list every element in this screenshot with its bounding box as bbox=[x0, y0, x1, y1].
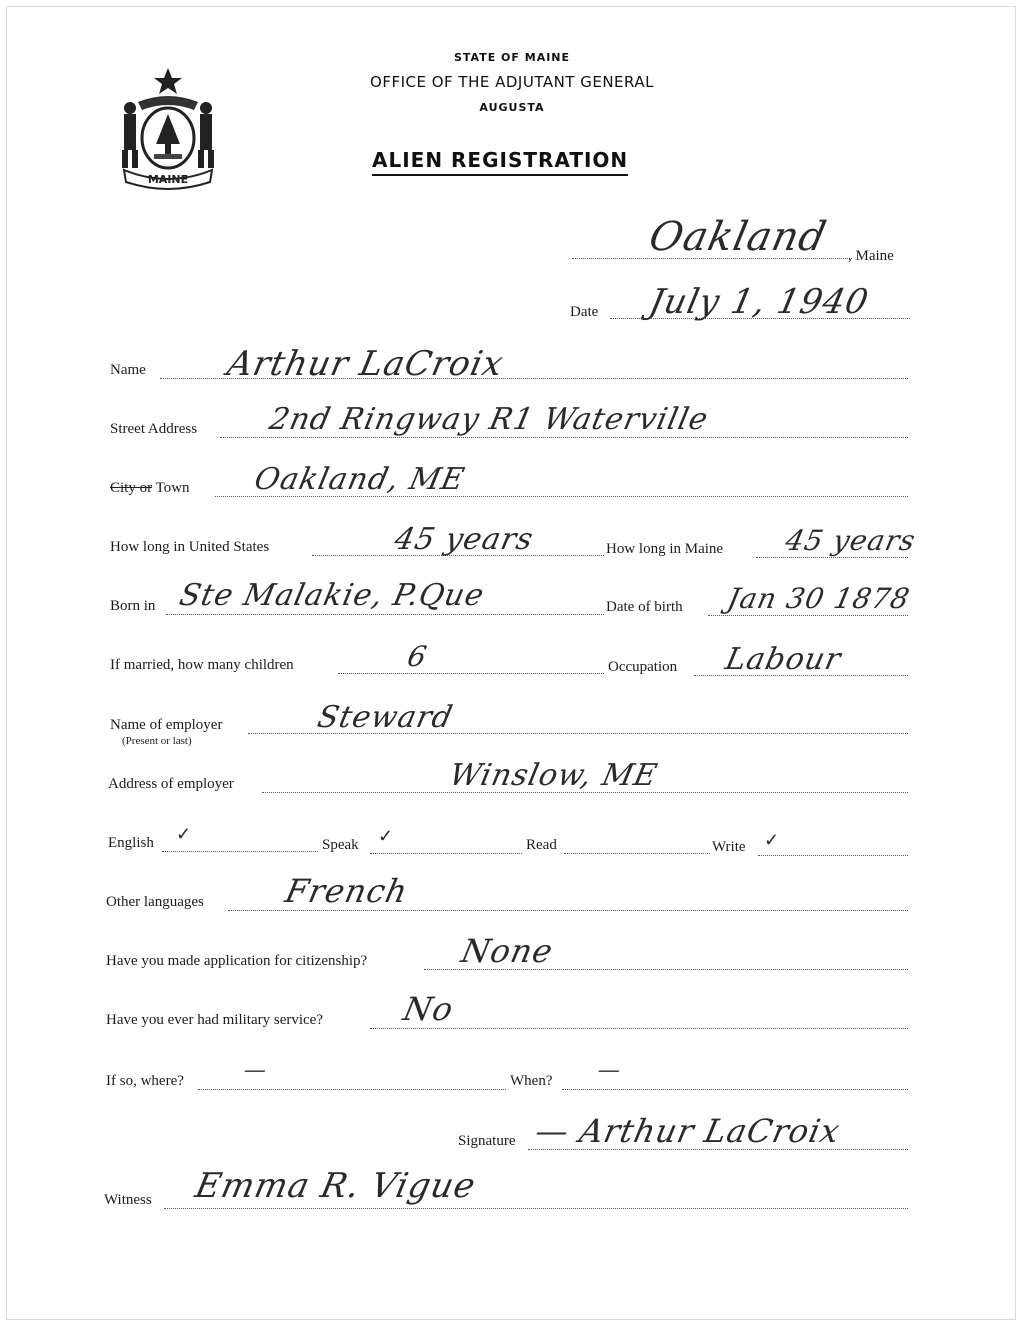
speak-label: Speak bbox=[322, 837, 359, 853]
employer-value: Steward bbox=[314, 700, 457, 735]
witness-line bbox=[164, 1208, 908, 1209]
when-label: When? bbox=[510, 1073, 553, 1089]
town-label bbox=[110, 480, 190, 497]
street-value: 2nd Ringway R1 Waterville bbox=[266, 402, 712, 437]
where-label: If so, where? bbox=[106, 1073, 184, 1089]
how-long-maine-label: How long in Maine bbox=[606, 541, 724, 557]
employer-label: Name of employer bbox=[110, 717, 223, 733]
when-line bbox=[562, 1089, 908, 1090]
street-line bbox=[220, 437, 908, 438]
witness-label: Witness bbox=[104, 1192, 152, 1208]
date-of-birth-label: Date of birth bbox=[606, 599, 683, 615]
occupation-value: Labour bbox=[722, 642, 845, 677]
form-title: ALIEN REGISTRATION bbox=[372, 148, 628, 176]
children-label: If married, how many children bbox=[110, 657, 294, 673]
state-seal-icon bbox=[110, 62, 226, 190]
town-text: Town bbox=[152, 480, 190, 496]
english-label: English bbox=[108, 835, 154, 851]
employer-address-value: Winslow, ME bbox=[446, 758, 661, 793]
street-label: Street Address bbox=[110, 421, 198, 437]
children-line bbox=[338, 673, 604, 674]
witness-value: Emma R. Vigue bbox=[191, 1166, 480, 1206]
read-label: Read bbox=[526, 837, 557, 853]
signature-value: — Arthur LaCroix bbox=[531, 1112, 844, 1150]
children-value: 6 bbox=[404, 640, 431, 673]
city-or-strike: City or bbox=[110, 480, 153, 496]
born-in-line bbox=[166, 614, 604, 615]
citizenship-value: None bbox=[457, 932, 557, 970]
date-value: July 1, 1940 bbox=[645, 282, 873, 322]
how-long-maine-value: 45 years bbox=[782, 524, 919, 557]
where-value: — bbox=[241, 1058, 270, 1083]
military-line bbox=[370, 1028, 908, 1029]
name-label: Name bbox=[110, 362, 146, 378]
how-long-us-value: 45 years bbox=[391, 522, 537, 557]
born-in-value: Ste Malakie, P.Que bbox=[176, 578, 488, 613]
employer-address-label: Address of employer bbox=[108, 776, 234, 792]
speak-check-icon: ✓ bbox=[378, 826, 394, 847]
other-languages-line bbox=[228, 910, 908, 911]
maine-label: , Maine bbox=[848, 248, 894, 264]
write-line bbox=[758, 855, 908, 856]
english-line bbox=[162, 851, 318, 852]
read-line bbox=[564, 853, 710, 854]
military-value: No bbox=[399, 990, 458, 1028]
how-long-us-label: How long in United States bbox=[110, 539, 270, 555]
employer-sublabel: (Present or last) bbox=[122, 735, 192, 747]
header-city: AUGUSTA bbox=[479, 101, 545, 114]
write-check-icon: ✓ bbox=[764, 830, 780, 851]
date-of-birth-line bbox=[708, 615, 908, 616]
header-state: STATE OF MAINE bbox=[453, 51, 571, 64]
speak-line bbox=[370, 853, 522, 854]
other-languages-label: Other languages bbox=[106, 894, 204, 910]
when-value: — bbox=[595, 1058, 624, 1083]
military-label: Have you ever had military service? bbox=[106, 1012, 323, 1028]
name-value: Arthur LaCroix bbox=[223, 344, 508, 384]
date-of-birth-value: Jan 30 1878 bbox=[724, 582, 914, 615]
seal-text: MAINE bbox=[147, 173, 189, 186]
place-value: Oakland bbox=[645, 214, 831, 260]
header-office: OFFICE OF THE ADJUTANT GENERAL bbox=[370, 73, 654, 91]
write-label: Write bbox=[712, 839, 746, 855]
town-value: Oakland, ME bbox=[251, 462, 469, 497]
how-long-maine-line bbox=[756, 557, 908, 558]
date-label: Date bbox=[570, 304, 599, 320]
where-line bbox=[198, 1089, 506, 1090]
born-in-label: Born in bbox=[110, 598, 156, 614]
citizenship-label: Have you made application for citizenship? bbox=[106, 953, 368, 969]
english-check-icon: ✓ bbox=[176, 824, 192, 845]
occupation-label: Occupation bbox=[608, 659, 678, 675]
signature-label: Signature bbox=[458, 1133, 516, 1149]
other-languages-value: French bbox=[281, 872, 412, 910]
